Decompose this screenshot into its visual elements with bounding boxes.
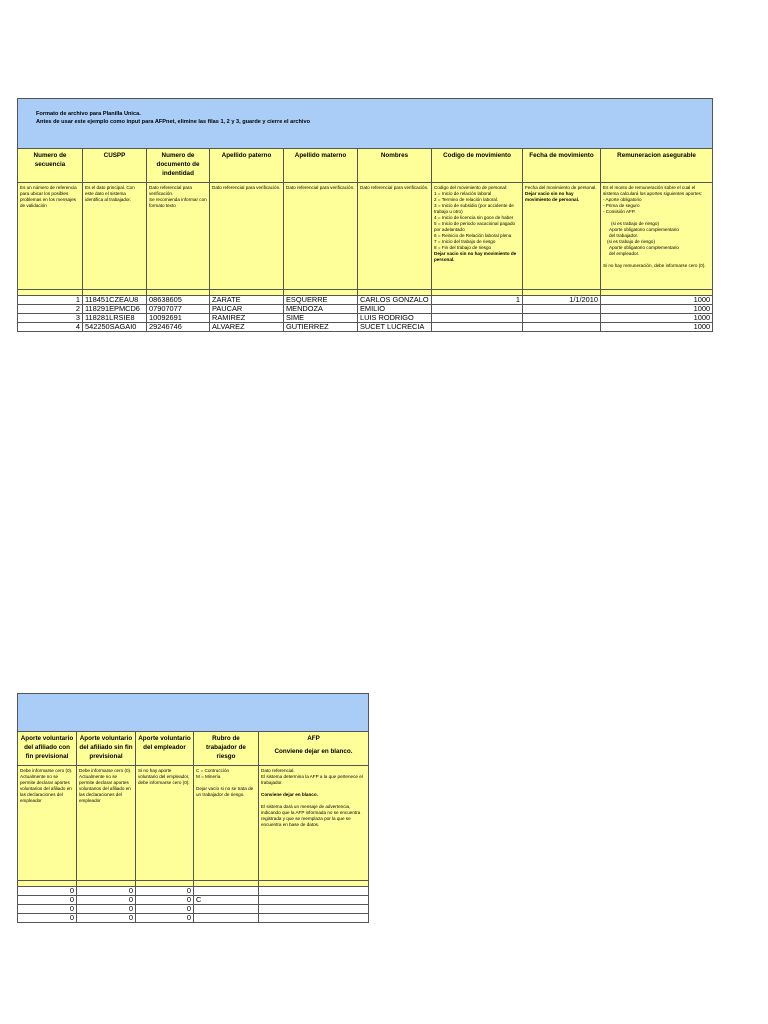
cell-aporte-empleador[interactable]: 0 <box>136 914 194 923</box>
cell-codigo-movimiento[interactable] <box>432 314 523 323</box>
desc-bold-note: Dejar vacio sin no hay movimiento de personal. <box>525 190 580 202</box>
desc-aporte-con-fin[interactable] <box>18 766 77 881</box>
cell-aporte-sin-fin[interactable]: 0 <box>77 914 136 923</box>
desc-line: Fecha del movimiento de personal. <box>525 185 597 190</box>
afp-header-label: AFP <box>307 735 320 742</box>
desc-line: Se recomienda informar con formato texto <box>149 196 207 208</box>
title-banner <box>18 694 369 732</box>
cell-codigo-movimiento[interactable]: 1 <box>432 296 523 305</box>
desc-line: Aporte obligatorio complementario <box>609 226 679 232</box>
desc-line: Actualmente no se permite declarar aportes voluntarios del afiliado en las declaraciones del empleador <box>79 773 131 803</box>
table-row <box>18 896 369 905</box>
cell-apellido-paterno[interactable]: ALVAREZ <box>210 323 284 332</box>
cell-nombres[interactable]: LUIS RODRIGO <box>358 314 432 323</box>
desc-cuspp[interactable]: Es el dato principal. Con este dato el sistema identifica al trabajador. <box>83 183 147 290</box>
cell-remuneracion[interactable]: 1000 <box>601 314 713 323</box>
desc-codigo-movimiento[interactable] <box>432 183 523 290</box>
cell-rubro-riesgo[interactable] <box>194 914 259 923</box>
desc-line: 3 = Inicio de subsidio (por accidente de trabajo u otro) <box>434 202 514 214</box>
table-row <box>18 314 713 323</box>
desc-line: 8 = Fin del trabajo de riesgo <box>434 244 492 250</box>
desc-line: - Aporte obligatorio <box>603 196 642 202</box>
cell-afp[interactable] <box>259 887 369 896</box>
cell-documento[interactable]: 08638605 <box>147 296 210 305</box>
desc-line: - Prima de seguro <box>603 202 640 208</box>
table-row <box>18 323 713 332</box>
cell-rubro-riesgo[interactable]: C <box>194 896 259 905</box>
cell-remuneracion[interactable]: 1000 <box>601 323 713 332</box>
desc-line: Si no hay remuneración, debe informarse cero (0). <box>603 262 706 268</box>
cell-secuencia[interactable]: 1 <box>18 296 83 305</box>
desc-afp[interactable] <box>259 766 369 881</box>
cell-aporte-empleador[interactable]: 0 <box>136 896 194 905</box>
cell-rubro-riesgo[interactable] <box>194 887 259 896</box>
header-aporte-con-fin[interactable]: Aporte voluntario del afiliado con fin previsional <box>18 732 77 766</box>
desc-line: - Comisión AFP. <box>603 208 636 214</box>
desc-line: del trabajador. <box>609 232 639 238</box>
header-secuencia[interactable]: Numero de secuencia <box>18 149 83 183</box>
cell-fecha-movimiento[interactable] <box>523 314 601 323</box>
cell-afp[interactable] <box>259 896 369 905</box>
cell-cuspp[interactable]: 118281LRSIE8 <box>83 314 147 323</box>
afp-header-note: Conviene dejar en blanco. <box>274 748 353 756</box>
desc-aporte-sin-fin[interactable] <box>77 766 136 881</box>
cell-fecha-movimiento[interactable] <box>523 305 601 314</box>
cell-apellido-materno[interactable]: MENDOZA <box>284 305 358 314</box>
cell-apellido-materno[interactable]: ESQUERRE <box>284 296 358 305</box>
cell-apellido-materno[interactable]: SIME <box>284 314 358 323</box>
desc-apellido-paterno[interactable]: Dato referencial para verificación. <box>210 183 284 290</box>
table-row <box>18 887 369 896</box>
cell-afp[interactable] <box>259 905 369 914</box>
cell-cuspp[interactable]: 118451CZEAU8 <box>83 296 147 305</box>
cell-documento[interactable]: 29246746 <box>147 323 210 332</box>
desc-fecha-movimiento[interactable] <box>523 183 601 290</box>
cell-aporte-empleador[interactable]: 0 <box>136 887 194 896</box>
cell-aporte-sin-fin[interactable]: 0 <box>77 896 136 905</box>
desc-bold-note: Conviene dejar en blanco. <box>261 791 318 797</box>
desc-line: Dato referencial. <box>261 768 295 773</box>
cell-remuneracion[interactable]: 1000 <box>601 296 713 305</box>
desc-aporte-empleador[interactable]: Si no hay aporte voluntario del empleador, debe informarse cero (0). <box>136 766 194 881</box>
header-afp[interactable] <box>259 732 369 766</box>
cell-aporte-con-fin[interactable]: 0 <box>18 887 77 896</box>
table-row <box>18 296 713 305</box>
cell-codigo-movimiento[interactable] <box>432 323 523 332</box>
header-remuneracion[interactable]: Remuneracion asegurable <box>601 149 713 183</box>
table-row <box>18 305 713 314</box>
cell-apellido-paterno[interactable]: ZARATE <box>210 296 284 305</box>
desc-line: Dato referencial para verificación. <box>149 185 192 196</box>
desc-documento[interactable] <box>147 183 210 290</box>
cell-aporte-empleador[interactable]: 0 <box>136 905 194 914</box>
desc-line: Debe informarse cero (0). <box>20 768 73 773</box>
header-codigo-movimiento[interactable]: Codigo de movimiento <box>432 149 523 183</box>
desc-line: Aporte obligatorio complementario <box>609 244 679 250</box>
header-documento[interactable]: Numero de documento de indentidad <box>147 149 210 183</box>
desc-line: Dejar vacío si no se trata de un trabajador de riesgo. <box>196 785 254 797</box>
header-row <box>18 732 369 766</box>
desc-line: M = Minería <box>196 773 221 779</box>
title-banner <box>18 99 713 149</box>
cell-codigo-movimiento[interactable] <box>432 305 523 314</box>
header-fecha-movimiento[interactable]: Fecha de movimiento <box>523 149 601 183</box>
cell-documento[interactable]: 07907077 <box>147 305 210 314</box>
header-nombres[interactable]: Nombres <box>358 149 432 183</box>
cell-secuencia[interactable]: 4 <box>18 323 83 332</box>
desc-line: 1 = Inicio de relación laboral <box>434 190 492 196</box>
desc-line: Actualmente no se permite declarar aportes voluntarios del afiliado en las declaraciones del empleador <box>20 773 72 803</box>
desc-line: 6 = Reinicio de Relación laboral plena <box>434 232 512 238</box>
table-row <box>18 914 369 923</box>
desc-line: 5 = Inicio de periodo vacacional pagado por adelantado <box>434 220 516 232</box>
cell-secuencia[interactable]: 2 <box>18 305 83 314</box>
desc-line: del empleador. <box>609 250 640 256</box>
cell-secuencia[interactable]: 3 <box>18 314 83 323</box>
desc-nombres[interactable]: Dato referencial para verificación. <box>358 183 432 290</box>
desc-rubro-riesgo[interactable] <box>194 766 259 881</box>
cell-apellido-paterno[interactable]: RAMIREZ <box>210 314 284 323</box>
cell-fecha-movimiento[interactable]: 1/1/2010 <box>523 296 601 305</box>
desc-line: El sistema determina la AFP a la que pertenece el trabajador. <box>261 773 363 785</box>
cell-cuspp[interactable]: 542250SAGAI0 <box>83 323 147 332</box>
cell-aporte-sin-fin[interactable]: 0 <box>77 887 136 896</box>
desc-line: Es el monto de remuneración sobre el cual el sistema calculará los aportes siguientes aportes: <box>603 185 703 196</box>
desc-line: 4 = Inicio de licencia sin goce de haber <box>434 214 514 220</box>
header-cuspp[interactable]: CUSPP <box>83 149 147 183</box>
planilla-table <box>17 98 713 332</box>
aportes-table <box>17 693 369 923</box>
header-aporte-empleador[interactable]: Aporte voluntario del empleador <box>136 732 194 766</box>
cell-nombres[interactable]: CARLOS GONZALO <box>358 296 432 305</box>
desc-bold-note: Dejar vacio sin no hay movimiento de personal. <box>434 250 517 262</box>
cell-nombres[interactable]: EMILIO <box>358 305 432 314</box>
desc-line: C = Contrucción <box>196 768 230 773</box>
desc-secuencia[interactable]: Es un número de referencia para ubicar los posibles problemas en los mensajes de validación <box>18 183 83 290</box>
header-apellido-paterno[interactable]: Apellido paterno <box>210 149 284 183</box>
table-row <box>18 905 369 914</box>
sheet-title: Formato de archivo para Planilla Unica. <box>36 111 141 117</box>
cell-rubro-riesgo[interactable] <box>194 905 259 914</box>
desc-remuneracion[interactable] <box>601 183 713 290</box>
cell-apellido-materno[interactable]: GUTIERREZ <box>284 323 358 332</box>
desc-line: (si es trabajo de riesgo) <box>611 220 660 226</box>
cell-remuneracion[interactable]: 1000 <box>601 305 713 314</box>
cell-afp[interactable] <box>259 914 369 923</box>
cell-aporte-con-fin[interactable]: 0 <box>18 914 77 923</box>
cell-aporte-sin-fin[interactable]: 0 <box>77 905 136 914</box>
header-rubro-riesgo[interactable]: Rubro de trabajador de riesgo <box>194 732 259 766</box>
cell-cuspp[interactable]: 118291EPMCD6 <box>83 305 147 314</box>
desc-line: Debe informarse cero (0). <box>79 768 132 773</box>
description-row <box>18 766 369 881</box>
desc-line: 2 = Termino de relación laboral. <box>434 196 499 202</box>
header-row <box>18 149 713 183</box>
header-apellido-materno[interactable]: Apellido materno <box>284 149 358 183</box>
cell-apellido-paterno[interactable]: PAUCAR <box>210 305 284 314</box>
cell-nombres[interactable]: SUCET LUCRECIA <box>358 323 432 332</box>
description-row <box>18 183 713 290</box>
desc-line: Codigo del movimiento de personal: <box>434 185 508 190</box>
cell-aporte-con-fin[interactable]: 0 <box>18 905 77 914</box>
cell-aporte-con-fin[interactable]: 0 <box>18 896 77 905</box>
cell-documento[interactable]: 10092691 <box>147 314 210 323</box>
header-aporte-sin-fin[interactable]: Aporte voluntario del afiliado sin fin previsional <box>77 732 136 766</box>
desc-apellido-materno[interactable]: Dato referencial para verificación. <box>284 183 358 290</box>
sheet-instructions: Antes de usar este ejemplo como input para AFPnet, elimine las filas 1, 2 y 3, guarde y cierre el archivo <box>36 118 310 125</box>
desc-line: El sistema dará un mensaje de advertencia, indicando que la AFP informada no se encuentra registrada y que se reemplaza por la que se encuentra en base de datos. <box>261 803 361 827</box>
cell-fecha-movimiento[interactable] <box>523 323 601 332</box>
desc-line: (si es trabajo de riesgo) <box>607 238 656 244</box>
desc-line: 7 = Inicio del trabajo de riesgo <box>434 238 496 244</box>
